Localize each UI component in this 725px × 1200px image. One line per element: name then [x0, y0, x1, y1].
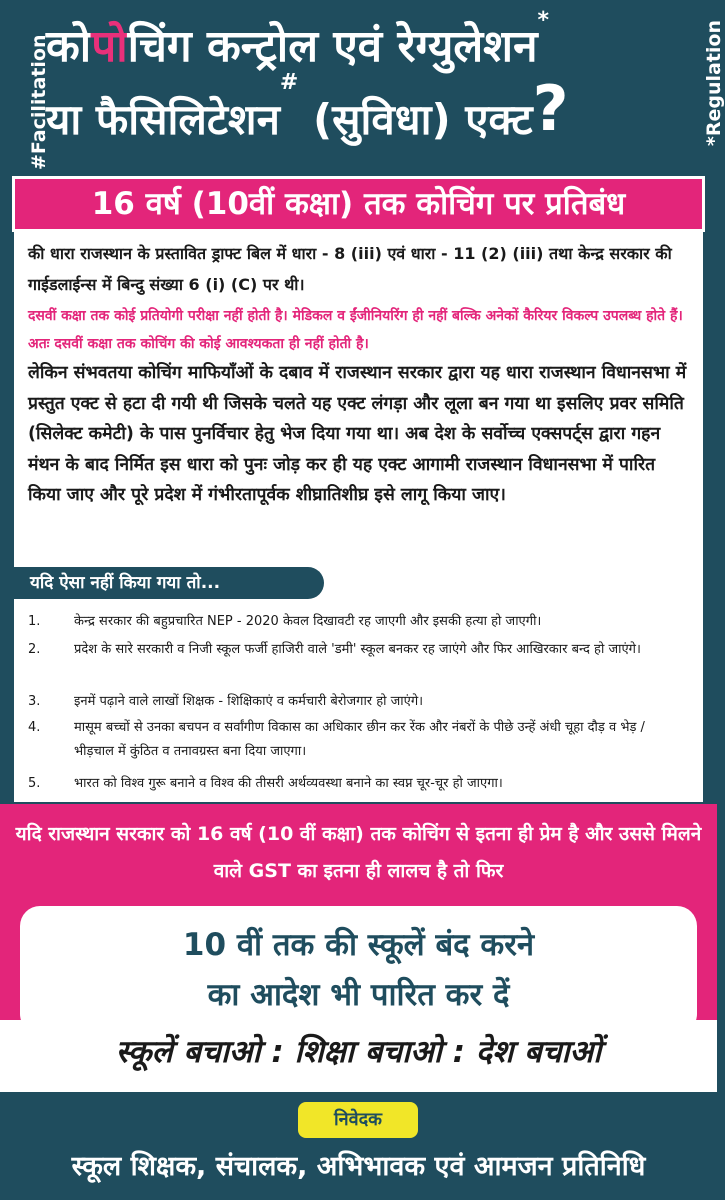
nivedak-badge: निवेदक [298, 1102, 418, 1138]
title-part-5: (सुविधा) एक्ट [298, 95, 533, 144]
list-number: 3. [28, 694, 41, 709]
demand-line-2: का आदेश भी पारित कर दें [207, 977, 510, 1013]
title-part-highlight: पो [91, 21, 128, 72]
list-text: केन्द्र सरकार की बहुप्रचारित NEP - 2020 केवल दिखावटी रह जाएगी और इसकी हत्या हो जाएगी। [74, 614, 542, 629]
side-tag-right: *Regulation [703, 20, 725, 147]
list-text: मासूम बच्चों से उनका बचपन व सर्वांगीण विकास का अधिकार छीन कर रेंक और नंबरों के पीछे उन्हें अंधी चूहा दौड़ व भेड़ / भीड़चाल में कुंठित व तनावग्रस्त बना दिया जाएगा। [74, 720, 645, 759]
title-asterisk: * [537, 8, 550, 33]
list-text: इनमें पढ़ाने वाले लाखों शिक्षक - शिक्षिकाएं व कर्मचारी बेरोजगार हो जाएंगे। [74, 694, 424, 709]
title-part-4: या फैसिलिटेशन [46, 95, 280, 144]
list-heading: यदि ऐसा नहीं किया गया तो... [14, 567, 324, 599]
list-number: 1. [28, 614, 41, 629]
title-part-3: चिंग कन्ट्रोल एवं रेग्युलेशन [127, 21, 538, 72]
title-part-1: को [46, 21, 92, 72]
list-number: 2. [28, 642, 41, 657]
title-question-mark: ? [532, 72, 569, 145]
paragraph-clause: की धारा राजस्थान के प्रस्तावित ड्राफ्ट बिल में धारा - 8 (iii) एवं धारा - 11 (2) (iii) तथा केन्द्र सरकार की गाईडलाईन्स में बिन्दु संख्या 6 (i) (C) पर थी। [28, 244, 672, 294]
list-number: 5. [28, 776, 41, 791]
paragraph-main: लेकिन संभवतया कोचिंग माफियाँओं के दबाव में राजस्थान सरकार द्वारा यह धारा राजस्थान विधानसभा में प्रस्तुत एक्ट से हटा दी गयी थी जिसके चलते यह एक्ट लंगड़ा और लूला बन गया था इसलिए प्रवर समिति (सिलेक्ट कमेटी) के पास पुनर्विचार हेतु भेज दिया गया था। अब देश के सर्वोच्च एक्सपर्ट्स द्वारा गहन मंथन के बाद निर्मित इस धारा को पुनः जोड़ कर ही यह एक्ट आगामी राजस्थान विधानसभा में पारित किया जाए और पूरे प्रदेश में गंभीरतापूर्वक शीघ्रातिशीघ्र इसे लागू किया जाए। [28, 363, 687, 505]
demand-line-1: 10 वीं तक की स्कूलें बंद करने [182, 927, 535, 963]
ban-banner: 16 वर्ष (10वीं कक्षा) तक कोचिंग पर प्रतिबंध [12, 176, 705, 232]
title-line-2 [46, 70, 676, 149]
side-tag-left: #Facilitation [28, 34, 50, 170]
appeal-text: यदि राजस्थान सरकार को 16 वर्ष (10 वीं कक्षा) तक कोचिंग से इतना ही प्रेम है और उससे मिलने वाले GST का इतना ही लालच है तो फिर [15, 823, 702, 882]
demand-box [20, 906, 697, 1034]
footer-signatories: स्कूल शिक्षक, संचालक, अभिभावक एवं आमजन प्रतिनिधि [71, 1151, 646, 1182]
list-text: प्रदेश के सारे सरकारी व निजी स्कूल फर्जी हाजिरी वाले 'डमी' स्कूल बनकर रह जाएंगे और फिर आखिरकार बन्द हो जाएंगे। [74, 642, 641, 657]
list-number: 4. [28, 720, 41, 735]
title-hash: # [279, 70, 299, 95]
slogan: स्कूलें बचाओ : शिक्षा बचाओ : देश बचाओं [115, 1034, 602, 1070]
title-line-1 [46, 8, 676, 74]
paragraph-highlight: दसवीं कक्षा तक कोई प्रतियोगी परीक्षा नहीं होती है। मेडिकल व ईंजीनियरिंग ही नहीं बल्कि अनेकों कैरियर विकल्प उपलब्ध होते हैं। अतः दसवीं कक्षा तक कोचिंग की कोई आवश्यकता ही नहीं होती है। [28, 308, 683, 352]
list-text: भारत को विश्व गुरू बनाने व विश्व की तीसरी अर्थव्यवस्था बनाने का स्वप्न चूर-चूर हो जाएगा। [74, 776, 503, 791]
content-panel [14, 232, 703, 802]
